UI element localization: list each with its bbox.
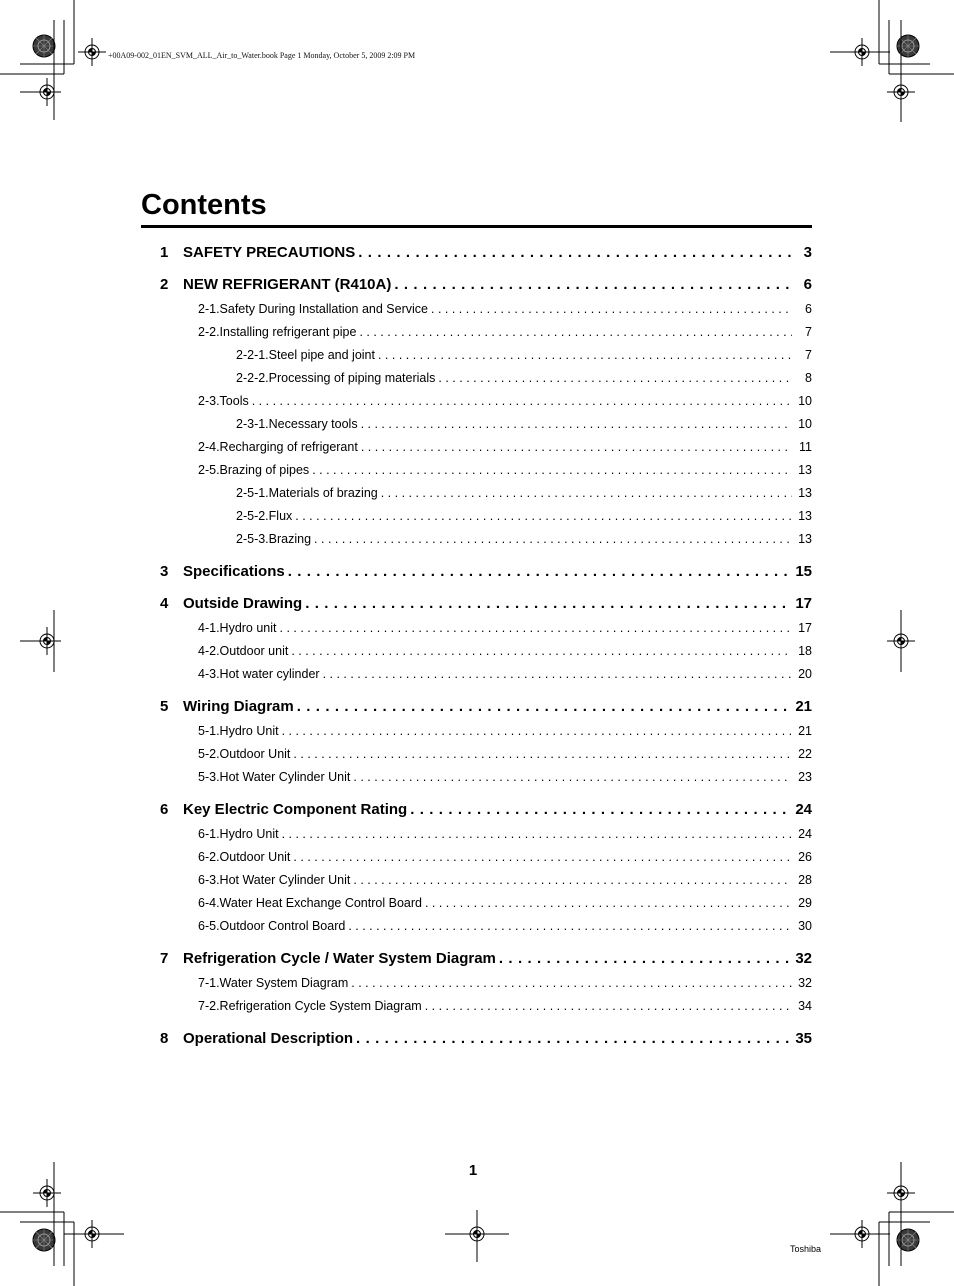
toc-page-number: 3 — [803, 244, 812, 261]
title-underline — [141, 225, 812, 228]
toc-entry-label: 2-5.Brazing of pipes — [198, 463, 310, 477]
toc-page-number: 11 — [799, 440, 812, 454]
toc-entry-label: 7-1.Water System Diagram — [198, 976, 349, 990]
toc-subsection-entry[interactable] — [236, 417, 812, 431]
toc-subsection-entry[interactable] — [198, 463, 812, 477]
toc-entry-label: NEW REFRIGERANT (R410A) — [183, 276, 392, 293]
toc-page-number: 26 — [798, 850, 812, 864]
toc-subsection-entry[interactable] — [236, 532, 812, 546]
toc-section-number: 6 — [160, 801, 169, 818]
toc-entry-label: 5-3.Hot Water Cylinder Unit — [198, 770, 351, 784]
toc-dot-leader — [410, 801, 792, 818]
toc-page-number: 8 — [805, 371, 812, 385]
page-number: 1 — [468, 1162, 478, 1179]
toc-dot-leader — [394, 276, 795, 293]
toc-subsection-entry[interactable] — [236, 371, 812, 385]
toc-section-number: 1 — [160, 244, 169, 261]
toc-page-number: 21 — [795, 698, 812, 715]
toc-dot-leader — [431, 302, 792, 316]
toc-subsection-entry[interactable] — [198, 976, 812, 990]
toc-page-number: 7 — [805, 348, 812, 362]
toc-page-number: 10 — [798, 394, 812, 408]
toc-subsection-entry[interactable] — [198, 850, 812, 864]
toc-dot-leader — [280, 621, 792, 635]
toc-dot-leader — [314, 532, 792, 546]
toc-dot-leader — [323, 667, 792, 681]
toc-page-number: 13 — [798, 463, 812, 477]
toc-dot-leader — [312, 463, 792, 477]
toc-section-number: 7 — [160, 950, 169, 967]
toc-subsection-entry[interactable] — [198, 325, 812, 339]
toc-subsection-entry[interactable] — [198, 302, 812, 316]
toc-section-entry[interactable] — [160, 950, 812, 967]
toc-entry-label: Wiring Diagram — [183, 698, 294, 715]
toc-dot-leader — [356, 1030, 792, 1047]
toc-page-number: 34 — [798, 999, 812, 1013]
toc-dot-leader — [359, 325, 792, 339]
toc-subsection-entry[interactable] — [198, 440, 812, 454]
toc-entry-label: 2-3-1.Necessary tools — [236, 417, 358, 431]
toc-page-number: 10 — [798, 417, 812, 431]
toc-dot-leader — [282, 724, 792, 738]
toc-page-number: 6 — [805, 302, 812, 316]
toc-section-entry[interactable] — [160, 595, 812, 612]
toc-section-entry[interactable] — [160, 698, 812, 715]
toc-entry-label: 4-3.Hot water cylinder — [198, 667, 320, 681]
toc-subsection-entry[interactable] — [198, 873, 812, 887]
toc-entry-label: 5-2.Outdoor Unit — [198, 747, 291, 761]
toc-entry-label: Refrigeration Cycle / Water System Diagram — [183, 950, 496, 967]
toc-entry-label: 2-5-1.Materials of brazing — [236, 486, 378, 500]
toc-entry-label: 2-5-2.Flux — [236, 509, 293, 523]
toc-subsection-entry[interactable] — [198, 644, 812, 658]
toc-page-number: 21 — [798, 724, 812, 738]
toc-page-number: 15 — [795, 563, 812, 580]
toc-entry-label: 2-2.Installing refrigerant pipe — [198, 325, 357, 339]
toc-page-number: 24 — [798, 827, 812, 841]
toc-section-entry[interactable] — [160, 563, 812, 580]
toc-dot-leader — [361, 440, 792, 454]
toc-entry-label: 5-1.Hydro Unit — [198, 724, 279, 738]
toc-page-number: 6 — [803, 276, 812, 293]
toc-dot-leader — [381, 486, 792, 500]
toc-entry-label: Outside Drawing — [183, 595, 303, 612]
toc-subsection-entry[interactable] — [198, 770, 812, 784]
toc-dot-leader — [293, 850, 792, 864]
toc-subsection-entry[interactable] — [198, 919, 812, 933]
toc-section-entry[interactable] — [160, 1030, 812, 1047]
toc-dot-leader — [291, 644, 792, 658]
toc-dot-leader — [358, 244, 795, 261]
toc-dot-leader — [425, 999, 792, 1013]
toc-page-number: 13 — [798, 532, 812, 546]
toc-entry-label: 4-2.Outdoor unit — [198, 644, 289, 658]
toc-entry-label: 2-3.Tools — [198, 394, 249, 408]
toc-section-number: 5 — [160, 698, 169, 715]
toc-subsection-entry[interactable] — [236, 348, 812, 362]
toc-subsection-entry[interactable] — [198, 394, 812, 408]
toc-dot-leader — [353, 873, 792, 887]
toc-dot-leader — [297, 698, 793, 715]
toc-page-number: 22 — [798, 747, 812, 761]
toc-section-entry[interactable] — [160, 276, 812, 293]
toc-dot-leader — [288, 563, 793, 580]
toc-entry-label: Specifications — [183, 563, 285, 580]
toc-page-number: 30 — [798, 919, 812, 933]
toc-page-number: 13 — [798, 509, 812, 523]
toc-dot-leader — [425, 896, 792, 910]
footer-brand: Toshiba — [790, 1244, 822, 1254]
toc-page-number: 28 — [798, 873, 812, 887]
toc-dot-leader — [378, 348, 792, 362]
toc-dot-leader — [361, 417, 792, 431]
toc-page-number: 24 — [795, 801, 812, 818]
toc-entry-label: 6-4.Water Heat Exchange Control Board — [198, 896, 422, 910]
toc-subsection-entry[interactable] — [198, 724, 812, 738]
toc-entry-label: 6-3.Hot Water Cylinder Unit — [198, 873, 351, 887]
toc-entry-label: 2-1.Safety During Installation and Service — [198, 302, 428, 316]
toc-entry-label: 2-2-2.Processing of piping materials — [236, 371, 436, 385]
toc-dot-leader — [499, 950, 792, 967]
toc-subsection-entry[interactable] — [198, 747, 812, 761]
print-slug: +00A09-002_01EN_SVM_ALL_Air_to_Water.book Page 1 Monday, October 5, 2009 2:09 PM — [108, 51, 416, 60]
toc-page-number: 18 — [798, 644, 812, 658]
toc-entry-label: 4-1.Hydro unit — [198, 621, 277, 635]
toc-page-number: 29 — [798, 896, 812, 910]
toc-section-number: 4 — [160, 595, 169, 612]
toc-dot-leader — [295, 509, 792, 523]
toc-page-number: 17 — [798, 621, 812, 635]
toc-subsection-entry[interactable] — [198, 621, 812, 635]
toc-dot-leader — [252, 394, 792, 408]
toc-subsection-entry[interactable] — [236, 509, 812, 523]
toc-page-number: 35 — [795, 1030, 812, 1047]
toc-entry-label: 7-2.Refrigeration Cycle System Diagram — [198, 999, 422, 1013]
toc-dot-leader — [351, 976, 792, 990]
toc-entry-label: 6-5.Outdoor Control Board — [198, 919, 346, 933]
toc-subsection-entry[interactable] — [198, 827, 812, 841]
toc-page-number: 13 — [798, 486, 812, 500]
toc-entry-label: SAFETY PRECAUTIONS — [183, 244, 356, 261]
toc-entry-label: 6-2.Outdoor Unit — [198, 850, 291, 864]
toc-section-entry[interactable] — [160, 244, 812, 261]
toc-section-number: 8 — [160, 1030, 169, 1047]
toc-section-number: 3 — [160, 563, 169, 580]
toc-subsection-entry[interactable] — [198, 896, 812, 910]
toc-page-number: 32 — [798, 976, 812, 990]
toc-subsection-entry[interactable] — [198, 667, 812, 681]
toc-entry-label: Operational Description — [183, 1030, 354, 1047]
toc-section-number: 2 — [160, 276, 169, 293]
toc-entry-label: Key Electric Component Rating — [183, 801, 408, 818]
toc-dot-leader — [348, 919, 792, 933]
page-title: Contents — [141, 189, 267, 221]
toc-entry-label: 2-5-3.Brazing — [236, 532, 312, 546]
toc-page-number: 7 — [805, 325, 812, 339]
toc-dot-leader — [282, 827, 792, 841]
toc-page-number: 17 — [795, 595, 812, 612]
toc-page-number: 23 — [798, 770, 812, 784]
toc-entry-label: 2-2-1.Steel pipe and joint — [236, 348, 375, 362]
toc-subsection-entry[interactable] — [236, 486, 812, 500]
toc-dot-leader — [293, 747, 792, 761]
toc-dot-leader — [438, 371, 792, 385]
toc-entry-label: 2-4.Recharging of refrigerant — [198, 440, 358, 454]
toc-dot-leader — [353, 770, 792, 784]
toc-page-number: 32 — [795, 950, 812, 967]
toc-dot-leader — [305, 595, 792, 612]
toc-entry-label: 6-1.Hydro Unit — [198, 827, 279, 841]
toc-page-number: 20 — [798, 667, 812, 681]
toc-subsection-entry[interactable] — [198, 999, 812, 1013]
toc-section-entry[interactable] — [160, 801, 812, 818]
